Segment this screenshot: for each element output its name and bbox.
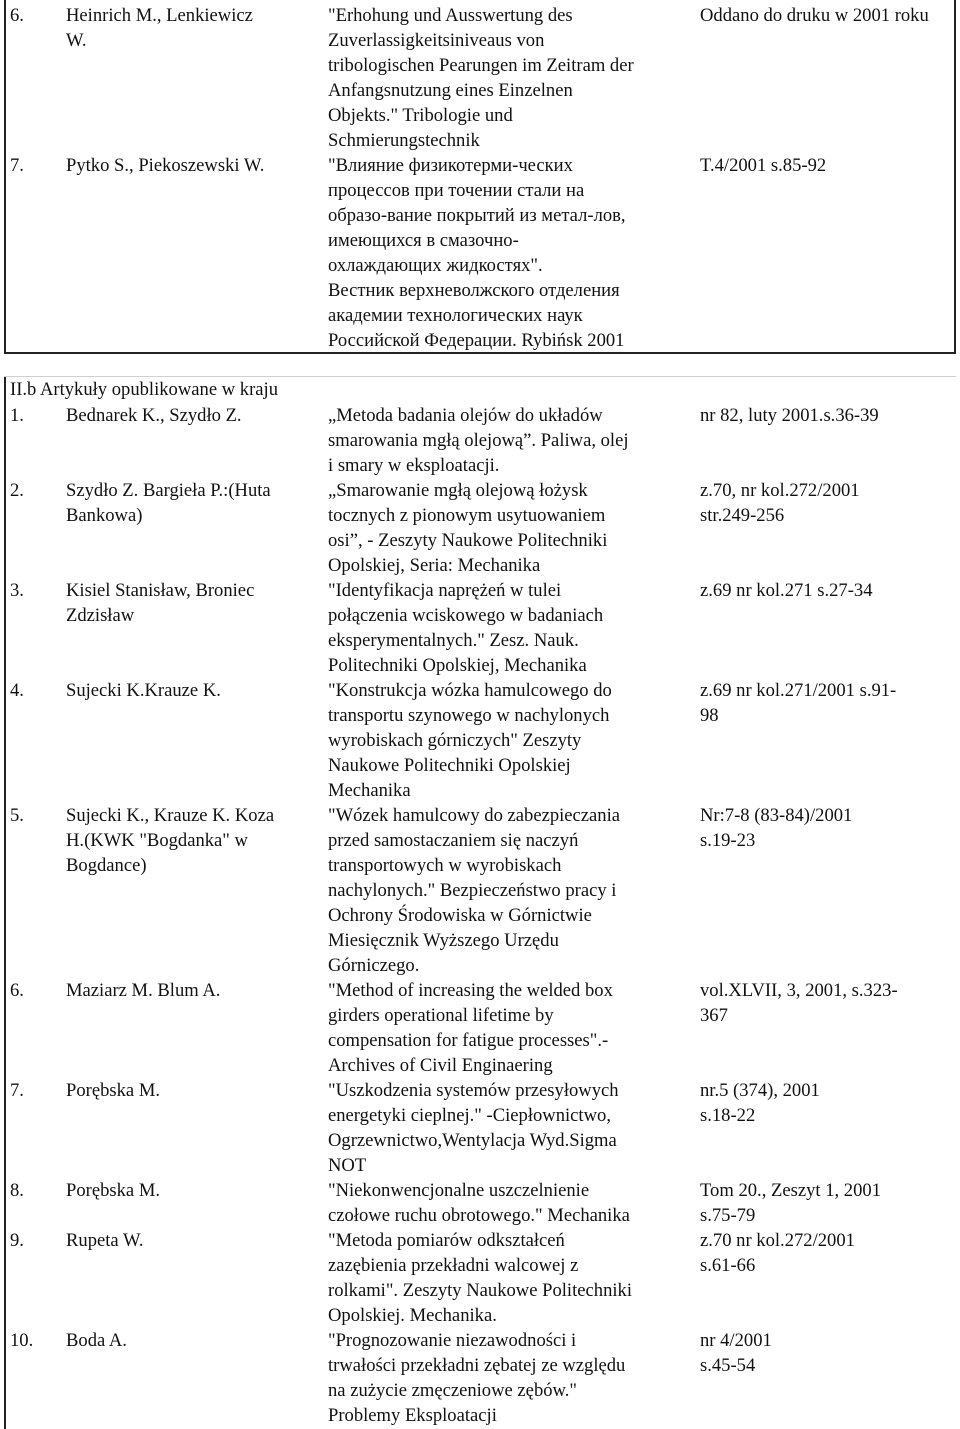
entry-authors-line: Zdzisław <box>66 605 135 626</box>
entry-source-line: s.18-22 <box>700 1105 756 1126</box>
entry-authors-line: Bednarek K., Szydło Z. <box>66 405 242 426</box>
entry-title-line: trwałości przekładni zębatej ze względu <box>328 1355 626 1376</box>
entry-title <box>328 678 612 803</box>
entry-title-line: "Identyfikacja naprężeń w tulei <box>328 580 562 601</box>
entry-authors <box>66 153 264 178</box>
entry-source-line: z.69 nr kol.271 s.27-34 <box>700 580 873 601</box>
entry-title-line: образо-вание покрытий из метал-лов, <box>328 205 626 226</box>
entry-source <box>700 978 898 1028</box>
entry-source-line: 98 <box>700 705 719 726</box>
entry-authors-line: Sujecki K.Krauze K. <box>66 680 221 701</box>
entry-title <box>328 803 620 978</box>
entry-number: 6. <box>10 5 24 26</box>
entry-title-line: transportu szynowego w nachylonych <box>328 705 610 726</box>
entry-authors-line: Heinrich M., Lenkiewicz <box>66 5 253 26</box>
entry-title-line: czołowe ruchu obrotowego." Mechanika <box>328 1205 630 1226</box>
entry-authors <box>66 1178 160 1203</box>
entry-title-line: Górniczego. <box>328 955 420 976</box>
entry-title-line: eksperymentalnych." Zesz. Nauk. <box>328 630 579 651</box>
entry-source-line: vol.XLVII, 3, 2001, s.323- <box>700 980 898 1001</box>
entry-source-line: s.19-23 <box>700 830 756 851</box>
entry-authors-line: Maziarz M. Blum A. <box>66 980 221 1001</box>
entry-source-line: 367 <box>700 1005 728 1026</box>
entry-title-line: transportowych w wyrobiskach <box>328 855 562 876</box>
entry-title-line: Российской Федерации. Rybińsk 2001 <box>328 330 625 351</box>
entry-authors <box>66 1228 143 1253</box>
entry-source <box>700 578 873 603</box>
entry-title-line: tribologischen Pearungen im Zeitram der <box>328 55 634 76</box>
entry-title-line: przed samostaczaniem się naczyń <box>328 830 579 851</box>
entry-authors-line: Rupeta W. <box>66 1230 144 1251</box>
entry-title-line: "Konstrukcja wózka hamulcowego do <box>328 680 612 701</box>
entry-number: 1. <box>10 405 24 426</box>
entry-source-line: Nr:7-8 (83-84)/2001 <box>700 805 853 826</box>
entry-source-line: str.249-256 <box>700 505 785 526</box>
entry-title <box>328 3 634 153</box>
entry-title-line: Anfangsnutzung eines Einzelnen <box>328 80 573 101</box>
entry-number: 7. <box>10 155 24 176</box>
entry-authors-line: Szydło Z. Bargieła P.:(Huta <box>66 480 271 501</box>
entry-authors-line: H.(KWK "Bogdanka" w <box>66 830 248 851</box>
entry-title-line: Archives of Civil Enginaering <box>328 1055 553 1076</box>
entry-title-line: "Method of increasing the welded box <box>328 980 613 1001</box>
entry-source-line: nr.5 (374), 2001 <box>700 1080 820 1101</box>
entry-title-line: Mechanika <box>328 780 411 801</box>
entry-number: 7. <box>10 1080 24 1101</box>
entry-number: 6. <box>10 980 24 1001</box>
entry-authors <box>66 1328 127 1353</box>
entry-authors <box>66 3 253 53</box>
entry-title-line: "Niekonwencjonalne uszczelnienie <box>328 1180 590 1201</box>
entry-source <box>700 1228 855 1278</box>
entry-title-line: Objekts." Tribologie und <box>328 105 513 126</box>
entry-title <box>328 1228 632 1328</box>
entry-title-line: "Wózek hamulcowy do zabezpieczania <box>328 805 621 826</box>
entry-number: 2. <box>10 480 24 501</box>
entry-title-line: smarowania mgłą olejową”. Paliwa, olej <box>328 430 629 451</box>
table-border-left-bottom <box>4 376 6 1429</box>
entry-title-line: połączenia wciskowego w badaniach <box>328 605 604 626</box>
entry-title <box>328 153 626 353</box>
entry-title-line: Naukowe Politechniki Opolskiej <box>328 755 571 776</box>
entry-source <box>700 3 929 28</box>
entry-authors-line: Kisiel Stanisław, Broniec <box>66 580 255 601</box>
entry-authors-line: Pytko S., Piekoszewski W. <box>66 155 265 176</box>
entry-title-line: Schmierungstechnik <box>328 130 480 151</box>
entry-number: 8. <box>10 1180 24 1201</box>
entry-title-line: "Metoda pomiarów odkształceń <box>328 1230 565 1251</box>
entry-number: 9. <box>10 1230 24 1251</box>
entry-authors-line: W. <box>66 30 87 51</box>
entry-title <box>328 978 613 1078</box>
entry-number: 10. <box>10 1330 34 1351</box>
entry-title-line: Politechniki Opolskiej, Mechanika <box>328 655 587 676</box>
entry-authors <box>66 978 220 1003</box>
entry-title-line: "Prognozowanie niezawodności i <box>328 1330 577 1351</box>
entry-source-line: T.4/2001 s.85-92 <box>700 155 827 176</box>
entry-title-line: имеющихся в смазочно- <box>328 230 519 251</box>
table-border-left-top <box>4 0 6 353</box>
entry-title-line: compensation for fatigue processes".- <box>328 1030 609 1051</box>
entry-title-line: na zużycie zmęczeniowe zębów." <box>328 1380 577 1401</box>
entry-title <box>328 1078 619 1178</box>
entry-source-line: s.61-66 <box>700 1255 756 1276</box>
entry-title-line: "Влияние физикотерми-ческих <box>328 155 573 176</box>
entry-title-line: Miesięcznik Wyższego Urzędu <box>328 930 559 951</box>
entry-source <box>700 1178 881 1228</box>
entry-title-line: wyrobiskach górniczych" Zeszyty <box>328 730 582 751</box>
entry-title-line: zazębienia przekładni walcowej z <box>328 1255 579 1276</box>
entry-title-line: „Smarowanie mgłą olejową łożysk <box>328 480 588 501</box>
entry-title-line: Problemy Eksploatacji <box>328 1405 497 1426</box>
entry-title-line: процессов при точении стали на <box>328 180 585 201</box>
entry-source-line: s.45-54 <box>700 1355 756 1376</box>
entry-title-line: академии технологических наук <box>328 305 583 326</box>
entry-title-line: NOT <box>328 1155 367 1176</box>
entry-authors <box>66 678 221 703</box>
entry-title-line: "Erhohung und Ausswertung des <box>328 5 573 26</box>
entry-source-line: Tom 20., Zeszyt 1, 2001 <box>700 1180 881 1201</box>
entry-authors-line: Bankowa) <box>66 505 143 526</box>
entry-title <box>328 1178 630 1228</box>
entry-title-line: energetyki cieplnej." -Ciepłownictwo, <box>328 1105 611 1126</box>
entry-authors-line: Sujecki K., Krauze K. Koza <box>66 805 275 826</box>
entry-source <box>700 1078 820 1128</box>
entry-source <box>700 1328 772 1378</box>
entry-authors <box>66 803 274 878</box>
entry-title <box>328 403 629 478</box>
entry-title-line: girders operational lifetime by <box>328 1005 554 1026</box>
entry-source-line: z.70 nr kol.272/2001 <box>700 1230 855 1251</box>
entry-source <box>700 678 896 728</box>
entry-source <box>700 803 852 853</box>
entry-source <box>700 478 860 528</box>
entry-title-line: Opolskiej, Seria: Mechanika <box>328 555 541 576</box>
entry-title-line: Zuverlassigkeitsiniveaus von <box>328 30 545 51</box>
entry-title-line: rolkami". Zeszyty Naukowe Politechniki <box>328 1280 632 1301</box>
entry-number: 5. <box>10 805 24 826</box>
entry-title <box>328 578 603 678</box>
section-heading: II.b Artykuły opublikowane w kraju <box>10 379 279 400</box>
entry-authors <box>66 578 254 628</box>
entry-authors-line: Porębska M. <box>66 1080 160 1101</box>
entry-title-line: tocznych z pionowym usytuowaniem <box>328 505 606 526</box>
entry-source <box>700 153 826 178</box>
entry-title-line: охлаждающих жидкостях". <box>328 255 543 276</box>
entry-source-line: nr 82, luty 2001.s.36-39 <box>700 405 879 426</box>
entry-source <box>700 403 879 428</box>
entry-title-line: "Uszkodzenia systemów przesyłowych <box>328 1080 619 1101</box>
entry-source-line: z.70, nr kol.272/2001 <box>700 480 860 501</box>
entry-title-line: „Metoda badania olejów do układów <box>328 405 603 426</box>
entry-authors-line: Bogdance) <box>66 855 147 876</box>
table-border-right-top <box>954 0 956 353</box>
entry-title-line: nachylonych." Bezpieczeństwo pracy i <box>328 880 617 901</box>
entry-source-line: Oddano do druku w 2001 roku <box>700 5 929 26</box>
entry-authors <box>66 403 242 428</box>
entry-authors-line: Porębska M. <box>66 1180 160 1201</box>
entry-source-line: z.69 nr kol.271/2001 s.91- <box>700 680 897 701</box>
entry-authors <box>66 1078 160 1103</box>
entry-title-line: osi”, - Zeszyty Naukowe Politechniki <box>328 530 608 551</box>
entry-title-line: Ochrony Środowiska w Górnictwie <box>328 905 592 926</box>
entry-title-line: Вестник верхневолжского отделения <box>328 280 620 301</box>
entry-source-line: s.75-79 <box>700 1205 756 1226</box>
entry-title-line: i smary w eksploatacji. <box>328 455 500 476</box>
entry-authors <box>66 478 271 528</box>
entry-title-line: Opolskiej. Mechanika. <box>328 1305 497 1326</box>
entry-title <box>328 478 607 578</box>
entry-number: 3. <box>10 580 24 601</box>
entry-title-line: Ogrzewnictwo,Wentylacja Wyd.Sigma <box>328 1130 617 1151</box>
entry-title <box>328 1328 625 1428</box>
entry-authors-line: Boda A. <box>66 1330 127 1351</box>
entry-source-line: nr 4/2001 <box>700 1330 772 1351</box>
entry-number: 4. <box>10 680 24 701</box>
